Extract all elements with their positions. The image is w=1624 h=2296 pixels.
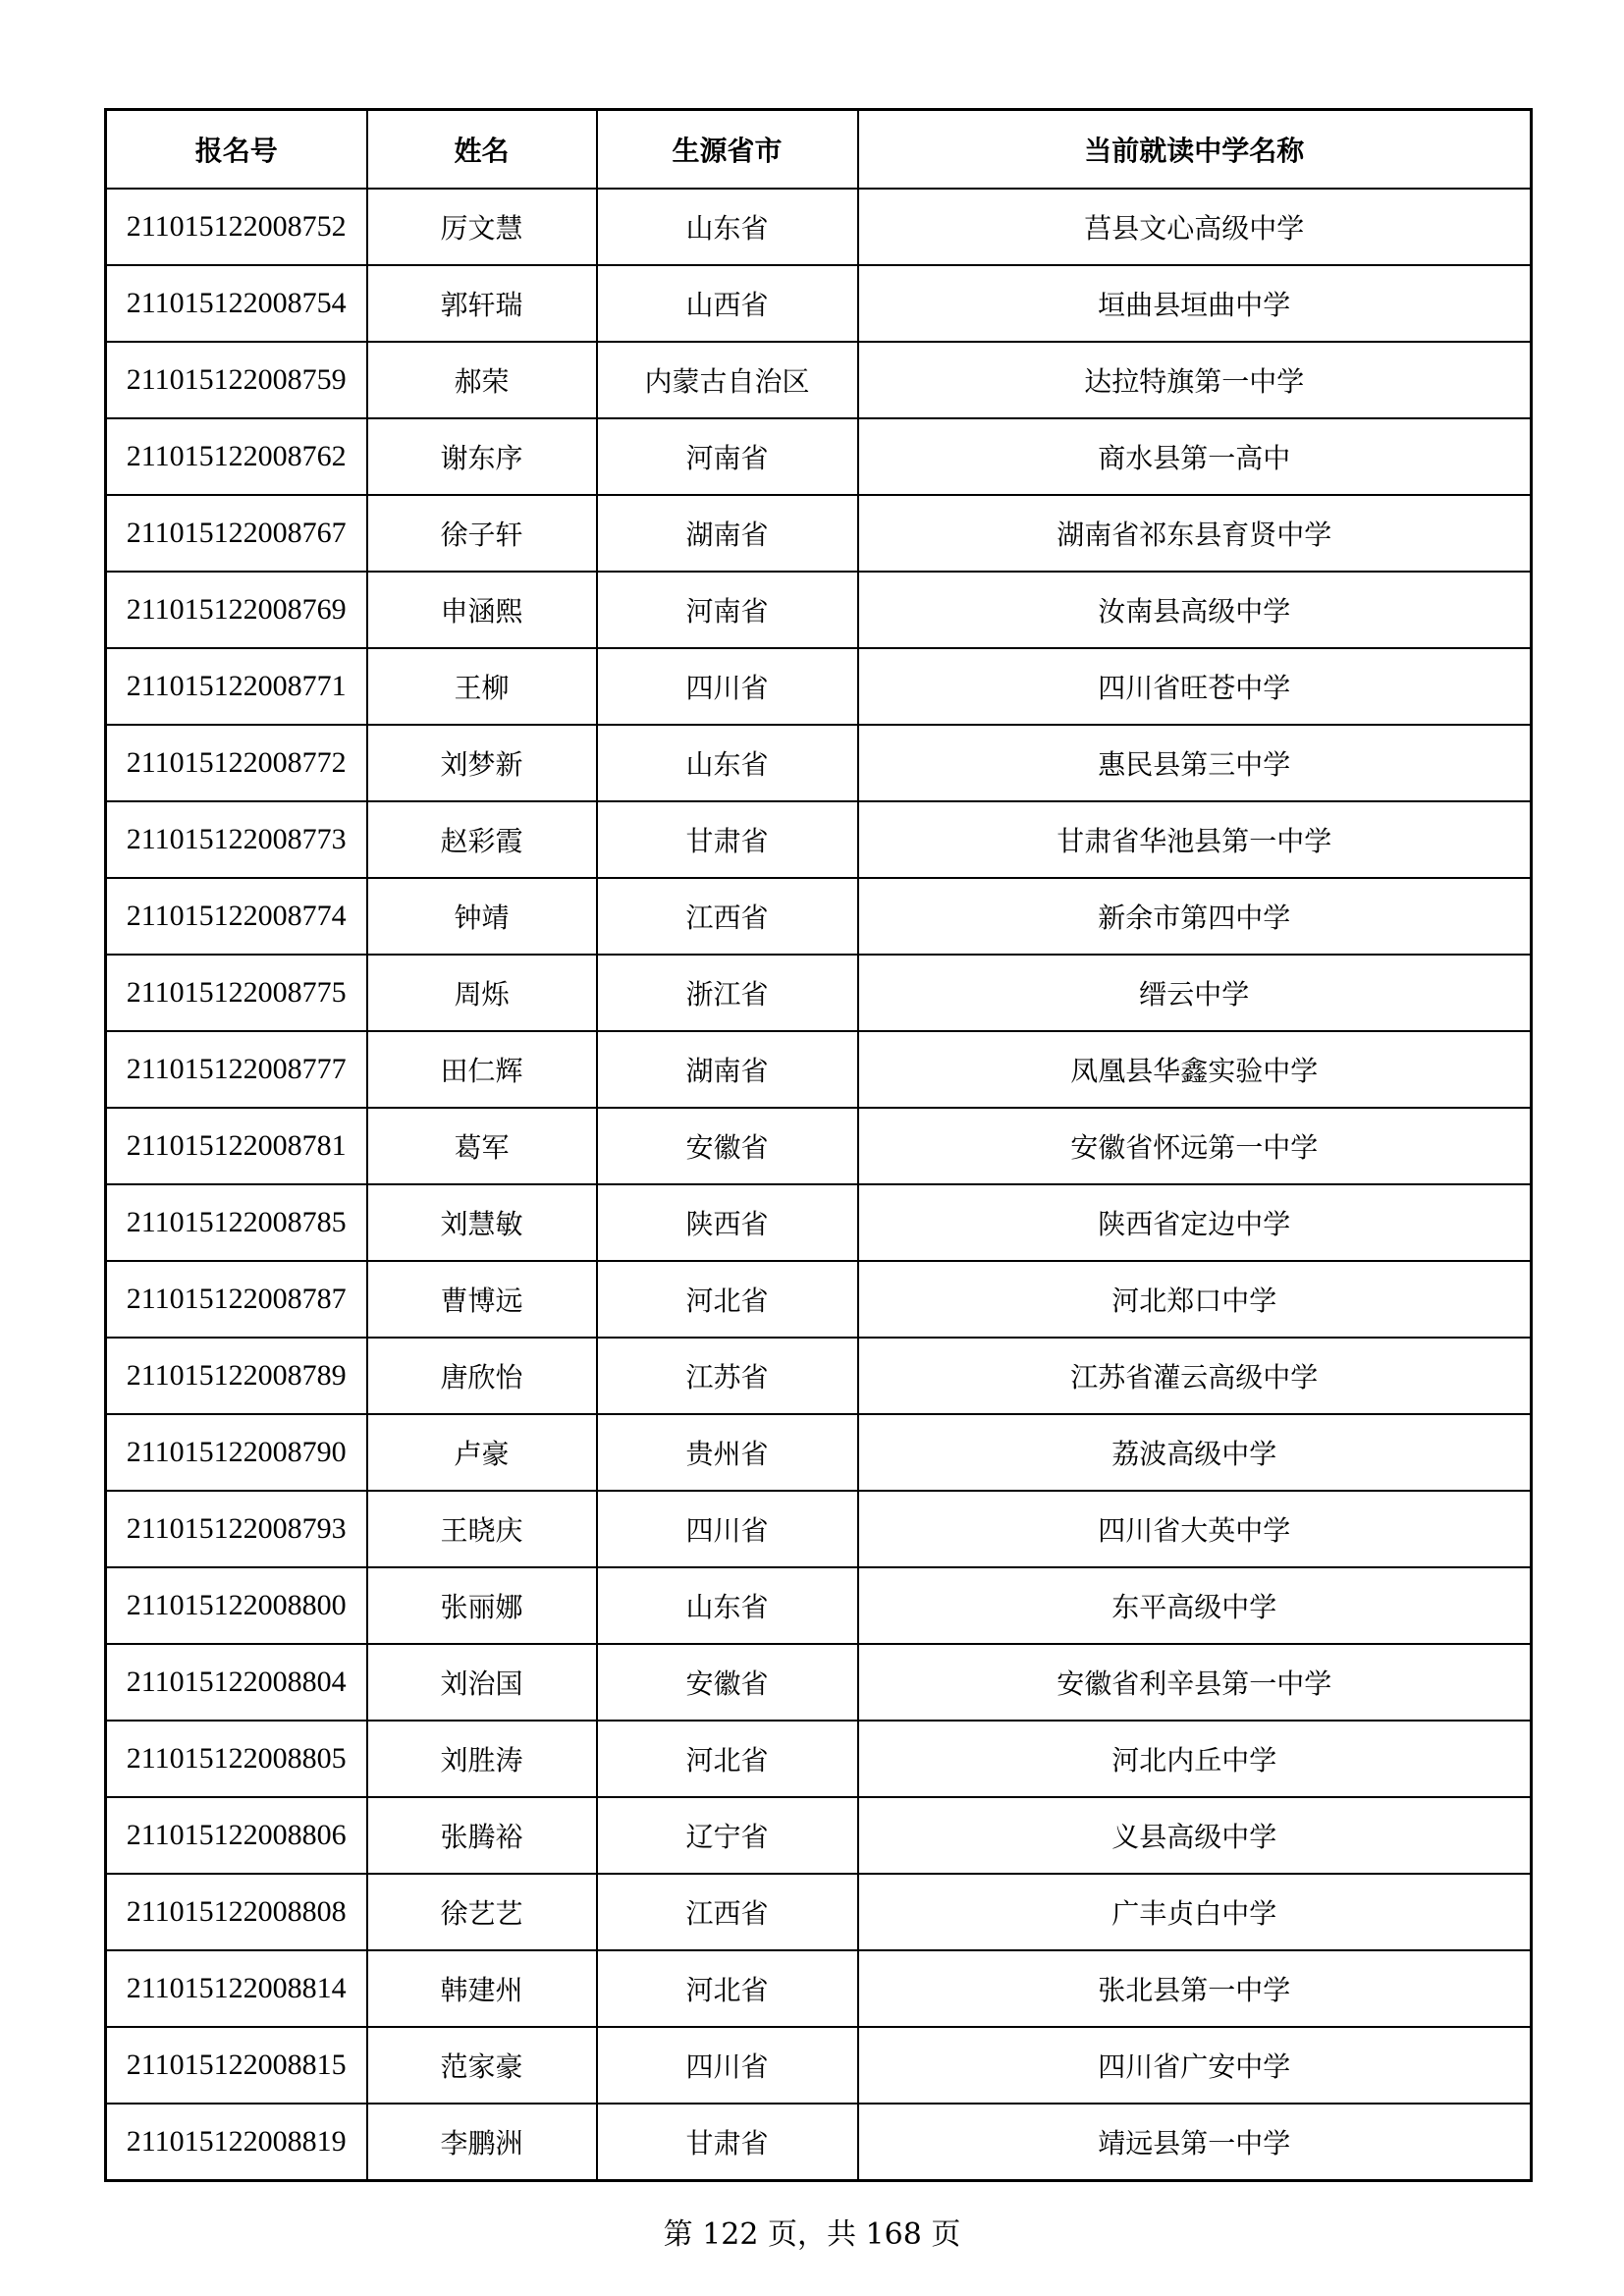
- table-row: [106, 955, 1532, 1031]
- cell-school: 甘肃省华池县第一中学: [858, 801, 1532, 878]
- table-body: [106, 189, 1532, 2181]
- cell-province: 贵州省: [597, 1414, 858, 1491]
- cell-school: 安徽省怀远第一中学: [858, 1108, 1532, 1184]
- cell-registration-number: 211015122008787: [106, 1261, 367, 1338]
- table-row: [106, 1414, 1532, 1491]
- cell-province: 山西省: [597, 265, 858, 342]
- cell-name: 曹博远: [367, 1261, 597, 1338]
- cell-province: 内蒙古自治区: [597, 342, 858, 418]
- cell-province: 河北省: [597, 1950, 858, 2027]
- cell-registration-number: 211015122008777: [106, 1031, 367, 1108]
- cell-registration-number: 211015122008804: [106, 1644, 367, 1721]
- cell-province: 河南省: [597, 418, 858, 495]
- table-row: [106, 189, 1532, 265]
- cell-registration-number: 211015122008805: [106, 1721, 367, 1797]
- table-row: [106, 878, 1532, 955]
- cell-registration-number: 211015122008785: [106, 1184, 367, 1261]
- cell-registration-number: 211015122008790: [106, 1414, 367, 1491]
- cell-school: 汝南县高级中学: [858, 572, 1532, 648]
- cell-school: 靖远县第一中学: [858, 2104, 1532, 2181]
- cell-school: 惠民县第三中学: [858, 725, 1532, 801]
- table-row: [106, 1797, 1532, 1874]
- header-province: 生源省市: [597, 110, 858, 190]
- cell-name: 张腾裕: [367, 1797, 597, 1874]
- cell-province: 辽宁省: [597, 1797, 858, 1874]
- roster-table: [104, 108, 1533, 2182]
- table-row: [106, 1950, 1532, 2027]
- cell-province: 安徽省: [597, 1108, 858, 1184]
- cell-school: 四川省大英中学: [858, 1491, 1532, 1567]
- cell-province: 江西省: [597, 878, 858, 955]
- cell-registration-number: 211015122008819: [106, 2104, 367, 2181]
- cell-name: 刘胜涛: [367, 1721, 597, 1797]
- cell-name: 厉文慧: [367, 189, 597, 265]
- cell-registration-number: 211015122008767: [106, 495, 367, 572]
- cell-registration-number: 211015122008814: [106, 1950, 367, 2027]
- cell-school: 东平高级中学: [858, 1567, 1532, 1644]
- table-header-row: [106, 110, 1532, 190]
- cell-province: 四川省: [597, 2027, 858, 2104]
- cell-province: 甘肃省: [597, 2104, 858, 2181]
- cell-province: 河北省: [597, 1261, 858, 1338]
- cell-registration-number: 211015122008808: [106, 1874, 367, 1950]
- cell-school: 安徽省利辛县第一中学: [858, 1644, 1532, 1721]
- cell-province: 河南省: [597, 572, 858, 648]
- page-number: 第 122 页，共 168 页: [663, 2217, 961, 2252]
- cell-province: 江西省: [597, 1874, 858, 1950]
- cell-registration-number: 211015122008759: [106, 342, 367, 418]
- cell-name: 李鹏洲: [367, 2104, 597, 2181]
- cell-school: 垣曲县垣曲中学: [858, 265, 1532, 342]
- cell-school: 商水县第一高中: [858, 418, 1532, 495]
- cell-school: 新余市第四中学: [858, 878, 1532, 955]
- cell-school: 江苏省灌云高级中学: [858, 1338, 1532, 1414]
- table-row: [106, 2104, 1532, 2181]
- cell-registration-number: 211015122008752: [106, 189, 367, 265]
- cell-province: 河北省: [597, 1721, 858, 1797]
- table-row: [106, 1108, 1532, 1184]
- cell-registration-number: 211015122008762: [106, 418, 367, 495]
- cell-name: 葛军: [367, 1108, 597, 1184]
- table-row: [106, 2027, 1532, 2104]
- cell-school: 凤凰县华鑫实验中学: [858, 1031, 1532, 1108]
- cell-registration-number: 211015122008771: [106, 648, 367, 725]
- cell-registration-number: 211015122008775: [106, 955, 367, 1031]
- cell-registration-number: 211015122008781: [106, 1108, 367, 1184]
- table-row: [106, 1567, 1532, 1644]
- cell-registration-number: 211015122008800: [106, 1567, 367, 1644]
- cell-name: 申涵熙: [367, 572, 597, 648]
- table-row: [106, 801, 1532, 878]
- cell-name: 徐子轩: [367, 495, 597, 572]
- cell-school: 达拉特旗第一中学: [858, 342, 1532, 418]
- cell-name: 范家豪: [367, 2027, 597, 2104]
- cell-name: 周烁: [367, 955, 597, 1031]
- table-row: [106, 1184, 1532, 1261]
- table-row: [106, 1644, 1532, 1721]
- cell-name: 张丽娜: [367, 1567, 597, 1644]
- cell-registration-number: 211015122008754: [106, 265, 367, 342]
- header-registration-number: 报名号: [106, 110, 367, 190]
- cell-province: 四川省: [597, 1491, 858, 1567]
- table-row: [106, 265, 1532, 342]
- table-row: [106, 648, 1532, 725]
- table-row: [106, 1261, 1532, 1338]
- table-row: [106, 418, 1532, 495]
- cell-province: 江苏省: [597, 1338, 858, 1414]
- cell-registration-number: 211015122008815: [106, 2027, 367, 2104]
- table-row: [106, 342, 1532, 418]
- cell-name: 刘治国: [367, 1644, 597, 1721]
- cell-registration-number: 211015122008789: [106, 1338, 367, 1414]
- cell-province: 浙江省: [597, 955, 858, 1031]
- cell-name: 刘慧敏: [367, 1184, 597, 1261]
- header-name: 姓名: [367, 110, 597, 190]
- cell-registration-number: 211015122008806: [106, 1797, 367, 1874]
- cell-name: 韩建州: [367, 1950, 597, 2027]
- cell-name: 钟靖: [367, 878, 597, 955]
- cell-name: 郭轩瑞: [367, 265, 597, 342]
- cell-name: 谢东序: [367, 418, 597, 495]
- cell-registration-number: 211015122008773: [106, 801, 367, 878]
- cell-province: 山东省: [597, 725, 858, 801]
- cell-school: 河北郑口中学: [858, 1261, 1532, 1338]
- cell-name: 赵彩霞: [367, 801, 597, 878]
- cell-school: 荔波高级中学: [858, 1414, 1532, 1491]
- table-row: [106, 1721, 1532, 1797]
- cell-school: 缙云中学: [858, 955, 1532, 1031]
- cell-name: 王柳: [367, 648, 597, 725]
- cell-name: 王晓庆: [367, 1491, 597, 1567]
- cell-province: 湖南省: [597, 1031, 858, 1108]
- cell-name: 刘梦新: [367, 725, 597, 801]
- cell-province: 四川省: [597, 648, 858, 725]
- cell-province: 陕西省: [597, 1184, 858, 1261]
- table-row: [106, 495, 1532, 572]
- cell-name: 郝荣: [367, 342, 597, 418]
- cell-registration-number: 211015122008774: [106, 878, 367, 955]
- cell-registration-number: 211015122008793: [106, 1491, 367, 1567]
- cell-name: 田仁辉: [367, 1031, 597, 1108]
- cell-school: 河北内丘中学: [858, 1721, 1532, 1797]
- cell-school: 四川省广安中学: [858, 2027, 1532, 2104]
- cell-school: 广丰贞白中学: [858, 1874, 1532, 1950]
- cell-school: 莒县文心高级中学: [858, 189, 1532, 265]
- table-row: [106, 572, 1532, 648]
- table-row: [106, 725, 1532, 801]
- cell-school: 陕西省定边中学: [858, 1184, 1532, 1261]
- cell-province: 湖南省: [597, 495, 858, 572]
- cell-province: 山东省: [597, 1567, 858, 1644]
- cell-registration-number: 211015122008769: [106, 572, 367, 648]
- cell-school: 张北县第一中学: [858, 1950, 1532, 2027]
- table-row: [106, 1338, 1532, 1414]
- table-row: [106, 1031, 1532, 1108]
- cell-name: 唐欣怡: [367, 1338, 597, 1414]
- table-row: [106, 1874, 1532, 1950]
- header-school: 当前就读中学名称: [858, 110, 1532, 190]
- cell-province: 甘肃省: [597, 801, 858, 878]
- cell-school: 义县高级中学: [858, 1797, 1532, 1874]
- cell-school: 四川省旺苍中学: [858, 648, 1532, 725]
- cell-name: 卢豪: [367, 1414, 597, 1491]
- cell-province: 山东省: [597, 189, 858, 265]
- table-row: [106, 1491, 1532, 1567]
- cell-school: 湖南省祁东县育贤中学: [858, 495, 1532, 572]
- cell-name: 徐艺艺: [367, 1874, 597, 1950]
- cell-province: 安徽省: [597, 1644, 858, 1721]
- cell-registration-number: 211015122008772: [106, 725, 367, 801]
